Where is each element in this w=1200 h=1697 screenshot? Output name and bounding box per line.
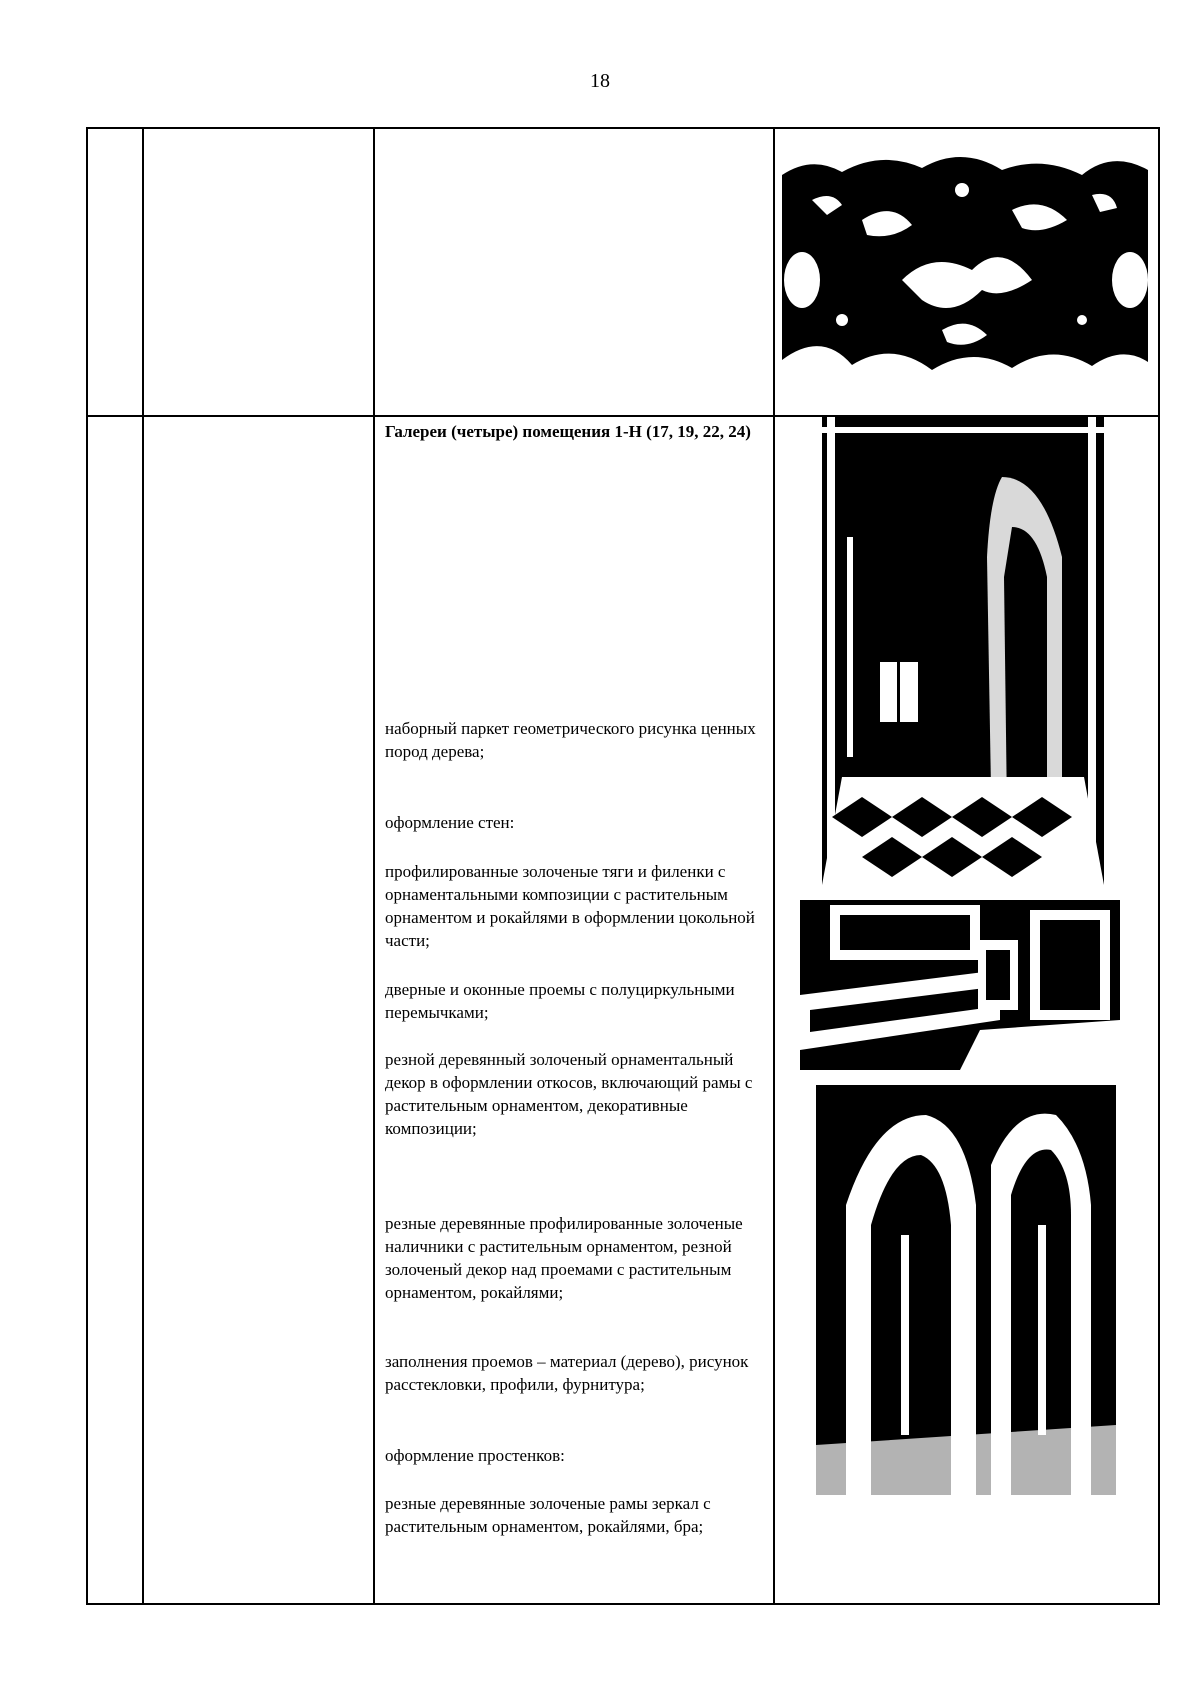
column-divider-1 (142, 127, 144, 1605)
list-item: оформление простенков: (385, 1446, 565, 1465)
list-item: резной деревянный золоченый орнаментальный декор в оформлении откосов, включающий рамы с растительным орнаментом, декоративные композиции; (385, 1050, 753, 1138)
list-item: резные деревянные профилированные золоченые наличники с растительным орнаментом, резной золоченый декор над проемами с растительным орнаментом, рокайлями; (385, 1214, 743, 1302)
list-item: дверные и оконные проемы с полуциркульными перемычками; (385, 980, 735, 1022)
list-item: заполнения проемов – материал (дерево), рисунок расстекловки, профили, фурнитура; (385, 1352, 749, 1394)
table-border-left (86, 127, 88, 1605)
column-divider-2 (373, 127, 375, 1605)
list-item: наборный паркет геометрического рисунка ценных пород дерева; (385, 719, 756, 761)
page-number: 18 (590, 70, 610, 92)
list-item: оформление стен: (385, 813, 515, 832)
ceiling-painting-photo (782, 130, 1148, 402)
table-border-top (86, 127, 1160, 129)
arched-doorways-photo (816, 1085, 1116, 1495)
gallery-corridor-photo (822, 417, 1104, 885)
table-border-bottom (86, 1603, 1160, 1605)
list-item: профилированные золоченые тяги и филенки с орнаментальными композиции с растительным орнаментом и рокайлями в оформлении цокольной части; (385, 862, 755, 950)
wall-panels-photo (800, 900, 1120, 1070)
column-divider-3 (773, 127, 775, 1605)
section-heading: Галереи (четыре) помещения 1-Н (17, 19, 22, 24) (385, 422, 751, 441)
table-border-right (1158, 127, 1160, 1605)
list-item: резные деревянные золоченые рамы зеркал с растительным орнаментом, рокайлями, бра; (385, 1494, 711, 1536)
